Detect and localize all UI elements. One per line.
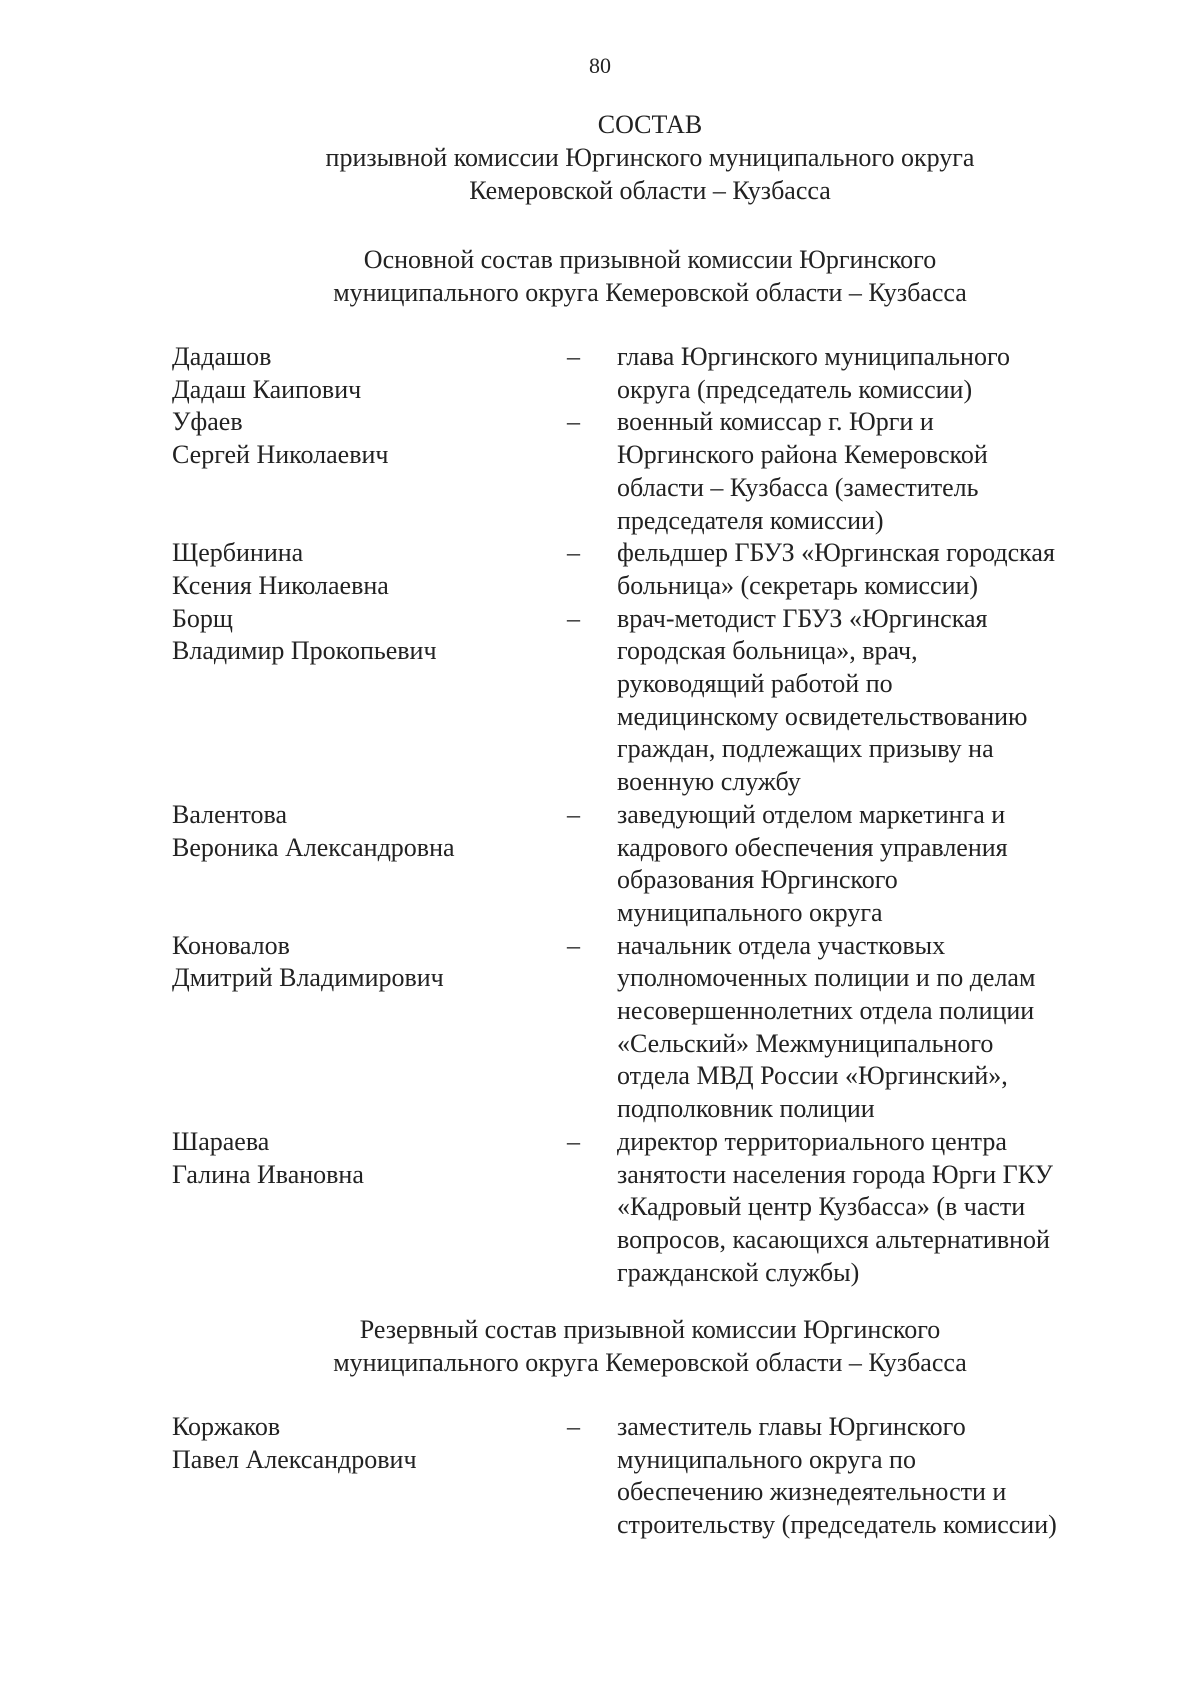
member-surname: Коновалов [172, 930, 290, 960]
member-role-line: области – Кузбасса (заместитель [617, 472, 979, 502]
member-role [617, 406, 1132, 537]
member-dash: – [567, 930, 580, 960]
member-name [172, 341, 567, 406]
member-role-line: уполномоченных полиции и по делам [617, 963, 1036, 993]
member-row [172, 537, 1132, 602]
member-name [172, 1411, 567, 1476]
page-number: 80 [589, 53, 611, 78]
member-role-line: отдела МВД России «Юргинский», [617, 1061, 1008, 1091]
member-name [172, 799, 567, 864]
title-line-3: Кемеровской области – Кузбасса [469, 176, 831, 205]
member-row [172, 603, 1132, 799]
reserve-heading-line-2: муниципального округа Кемеровской области – Кузбасса [333, 1348, 967, 1377]
member-role [617, 930, 1132, 1126]
member-role-line: медицинскому освидетельствованию [617, 701, 1028, 731]
member-role-line: граждан, подлежащих призыву на [617, 734, 994, 764]
member-role-line: округа (председатель комиссии) [617, 374, 973, 404]
main-section-heading [250, 243, 1050, 309]
member-role-line: гражданской службы) [617, 1257, 860, 1287]
member-role-line: больница» (секретарь комиссии) [617, 570, 979, 600]
member-row [172, 406, 1132, 537]
member-given-names: Дадаш Каипович [172, 374, 362, 404]
member-name [172, 930, 567, 995]
member-dash: – [567, 1126, 580, 1156]
member-role-line: Юргинского района Кемеровской [617, 440, 988, 470]
member-name [172, 406, 567, 471]
main-members-list [172, 341, 1132, 1289]
member-role [617, 341, 1132, 406]
member-role-line: городская больница», врач, [617, 636, 918, 666]
member-given-names: Галина Ивановна [172, 1159, 364, 1189]
member-role-line: руководящий работой по [617, 669, 893, 699]
member-given-names: Павел Александрович [172, 1444, 417, 1474]
main-heading-line-1: Основной состав призывной комиссии Юргинского [363, 245, 937, 274]
member-role [617, 1411, 1132, 1542]
title-line-2: призывной комиссии Юргинского муниципального округа [325, 143, 975, 172]
member-row [172, 930, 1132, 1126]
member-surname: Дадашов [172, 342, 272, 371]
title-line-1: СОСТАВ [597, 110, 703, 139]
member-role-line: кадрового обеспечения управления [617, 832, 1008, 862]
member-surname: Борщ [172, 603, 233, 633]
member-role-line: обеспечению жизнедеятельности и [617, 1477, 1007, 1507]
member-role-line: муниципального округа по [617, 1444, 916, 1474]
member-role-line: муниципального округа [617, 897, 883, 927]
member-role [617, 537, 1132, 602]
member-role-line: занятости населения города Юрги ГКУ [617, 1159, 1053, 1189]
member-given-names: Дмитрий Владимирович [172, 963, 444, 993]
reserve-members-list [172, 1411, 1132, 1542]
member-row [172, 1126, 1132, 1290]
member-surname: Щербинина [172, 538, 304, 568]
member-dash: – [567, 342, 580, 371]
member-surname: Уфаев [172, 407, 243, 437]
member-role-line: «Сельский» Межмуниципального [617, 1028, 994, 1058]
member-role-line: образования Юргинского [617, 865, 898, 895]
member-role-line: подполковник полиции [617, 1094, 875, 1124]
member-role-line: врач-методист ГБУЗ «Юргинская [617, 603, 988, 633]
member-row [172, 799, 1132, 930]
member-role [617, 1126, 1132, 1290]
member-role-line: начальник отдела участковых [617, 930, 946, 960]
member-row [172, 1411, 1132, 1542]
member-role-line: директор территориального центра [617, 1126, 1007, 1156]
member-surname: Шараева [172, 1126, 270, 1156]
member-role-line: строительству (председатель комиссии) [617, 1510, 1057, 1540]
member-given-names: Сергей Николаевич [172, 440, 389, 470]
member-role-line: военный комиссар г. Юрги и [617, 407, 934, 437]
member-role [617, 799, 1132, 930]
member-dash: – [567, 1412, 580, 1441]
member-role-line: военную службу [617, 767, 801, 797]
member-role-line: заместитель главы Юргинского [617, 1412, 966, 1441]
member-role-line: глава Юргинского муниципального [617, 342, 1010, 371]
member-dash: – [567, 799, 580, 829]
member-role-line: несовершеннолетних отдела полиции [617, 996, 1035, 1026]
member-given-names: Ксения Николаевна [172, 570, 389, 600]
member-role [617, 603, 1132, 799]
member-dash: – [567, 538, 580, 568]
member-role-line: вопросов, касающихся альтернативной [617, 1224, 1050, 1254]
member-dash: – [567, 603, 580, 633]
member-dash: – [567, 407, 580, 437]
document-title [250, 108, 1050, 207]
member-role-line: «Кадровый центр Кузбасса» (в части [617, 1192, 1026, 1222]
member-given-names: Владимир Прокопьевич [172, 636, 437, 666]
member-row [172, 341, 1132, 406]
member-role-line: председателя комиссии) [617, 505, 884, 535]
member-name [172, 537, 567, 602]
member-name [172, 603, 567, 668]
main-heading-line-2: муниципального округа Кемеровской области – Кузбасса [333, 278, 967, 307]
member-role-line: заведующий отделом маркетинга и [617, 799, 1006, 829]
reserve-section-heading [250, 1313, 1050, 1379]
member-name [172, 1126, 567, 1191]
member-role-line: фельдшер ГБУЗ «Юргинская городская [617, 538, 1055, 568]
member-given-names: Вероника Александровна [172, 832, 455, 862]
member-surname: Коржаков [172, 1412, 281, 1441]
reserve-heading-line-1: Резервный состав призывной комиссии Юргинского [359, 1315, 941, 1344]
member-surname: Валентова [172, 799, 288, 829]
